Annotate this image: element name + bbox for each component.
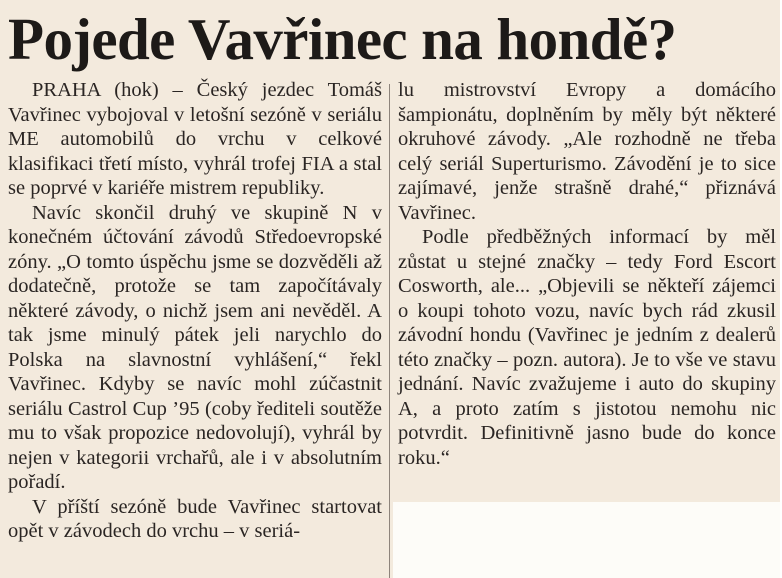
article-paragraph: PRAHA (hok) – Český jezdec Tomáš Vavřinec vybojoval v letošní sezóně v seriálu ME automobilů do vrchu v celkové klasifikaci třetí místo, vyhrál trofej FIA a stal se poprvé v kariéře mistrem republiky. [8, 79, 382, 199]
article-column-left [8, 78, 382, 544]
column-divider [389, 84, 390, 578]
article-headline: Pojede Vavřinec na hondě? [8, 6, 677, 72]
background-area [393, 502, 782, 578]
article-paragraph: Podle předběžných informací by měl zůstat u stejné značky – tedy Ford Escort Cosworth, ale... „Objevili se někteří zájemci o koupi tohoto vozu, navíc bych rád zkusil závodní hondu (Vavřinec je jedním z dealerů této značky – pozn. autora). Je to vše ve stavu jednání. Navíc zvažujeme i auto do skupiny A, a proto zatím s jistotou nemohu nic potvrdit. Definitivně jasno bude do konce roku.“ [398, 226, 776, 469]
article-paragraph: Navíc skončil druhý ve skupině N v konečném účtování závodů Středoevropské zóny. „O tomto úspěchu jsme se dozvěděli až dodatečně, protože se tam započítávaly některé závody, o nichž jsem ani nevěděl. A tak jsme minulý pátek jeli narychlo do Polska na slavnostní vyhlášení,“ řekl Vavřinec. Kdyby se navíc mohl zúčastnit seriálu Castrol Cup ’95 (coby řediteli soutěže mu to však propozice nedovolují), vyhrál by nejen v kategorii vrchařů, ale i v absolutním pořadí. [8, 201, 382, 493]
article-column-right [398, 78, 776, 470]
article-paragraph: lu mistrovství Evropy a domácího šampionátu, doplněním by měly být některé okruhové závody. „Ale rozhodně ne třeba celý seriál Superturismo. Závodění je to sice zajímavé, jenže strašně drahé,“ přiznává Vavřinec. [398, 79, 776, 224]
article-paragraph: V příští sezóně bude Vavřinec startovat opět v závodech do vrchu – v seriá- [8, 495, 382, 542]
